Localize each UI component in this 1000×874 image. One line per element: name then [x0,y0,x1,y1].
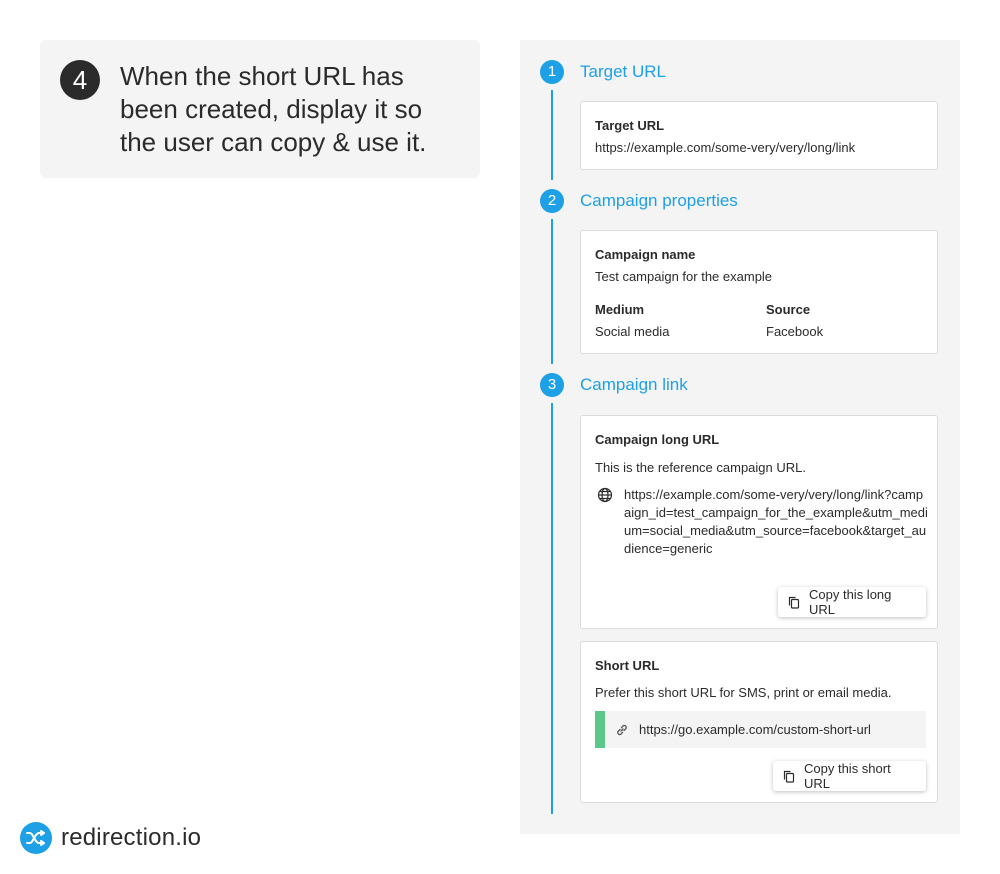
step-title: Campaign properties [580,191,738,210]
field-label: Target URL [595,118,665,133]
copy-long-url-label: Copy this long URL [809,587,892,617]
timeline-line [551,90,553,180]
short-url-card [580,641,938,803]
long-url-value: https://example.com/some-very/very/long/link?campaign_id=test_campaign_for_the_example&utm_medium=social_media&utm_source=facebook&target_audience=generic [624,487,928,556]
step-badge: 4 [60,60,100,100]
step-number: 1 [540,60,564,84]
campaign-panel [520,40,960,834]
instruction-text: When the short URL has been created, display it so the user can copy & use it. [120,61,427,157]
field-value: https://example.com/some-very/very/long/link [595,140,856,155]
logo-text: redirection.io [61,824,202,851]
instruction-callout [40,40,480,178]
step-number: 3 [540,373,564,397]
field-value: Test campaign for the example [595,269,773,284]
copy-short-url-label: Copy this short URL [804,761,891,791]
field-label: Source [766,302,811,317]
copy-long-url-button[interactable] [778,587,926,617]
field-label: Campaign name [595,247,696,262]
copy-icon [788,596,809,609]
campaign-long-url-card [580,415,938,629]
card-description: Prefer this short URL for SMS, print or email media. [595,685,892,700]
timeline-line [551,403,553,814]
short-url-box[interactable] [595,711,926,748]
link-icon [615,723,629,737]
campaign-properties-card [580,230,938,354]
logo [20,822,201,854]
card-title: Campaign long URL [595,432,720,447]
step-title: Campaign link [580,375,688,394]
target-url-card [580,101,938,170]
step-number: 2 [540,189,564,213]
field-value: Facebook [766,324,824,339]
step-title: Target URL [580,62,666,81]
short-url-value: https://go.example.com/custom-short-url [639,722,871,737]
globe-icon [597,487,613,508]
card-title: Short URL [595,658,660,673]
copy-short-url-button[interactable] [773,761,926,791]
card-description: This is the reference campaign URL. [595,460,806,475]
timeline-line [551,219,553,364]
copy-icon [783,770,804,783]
field-label: Medium [595,302,645,317]
field-value: Social media [595,324,670,339]
shuffle-icon [20,822,52,854]
